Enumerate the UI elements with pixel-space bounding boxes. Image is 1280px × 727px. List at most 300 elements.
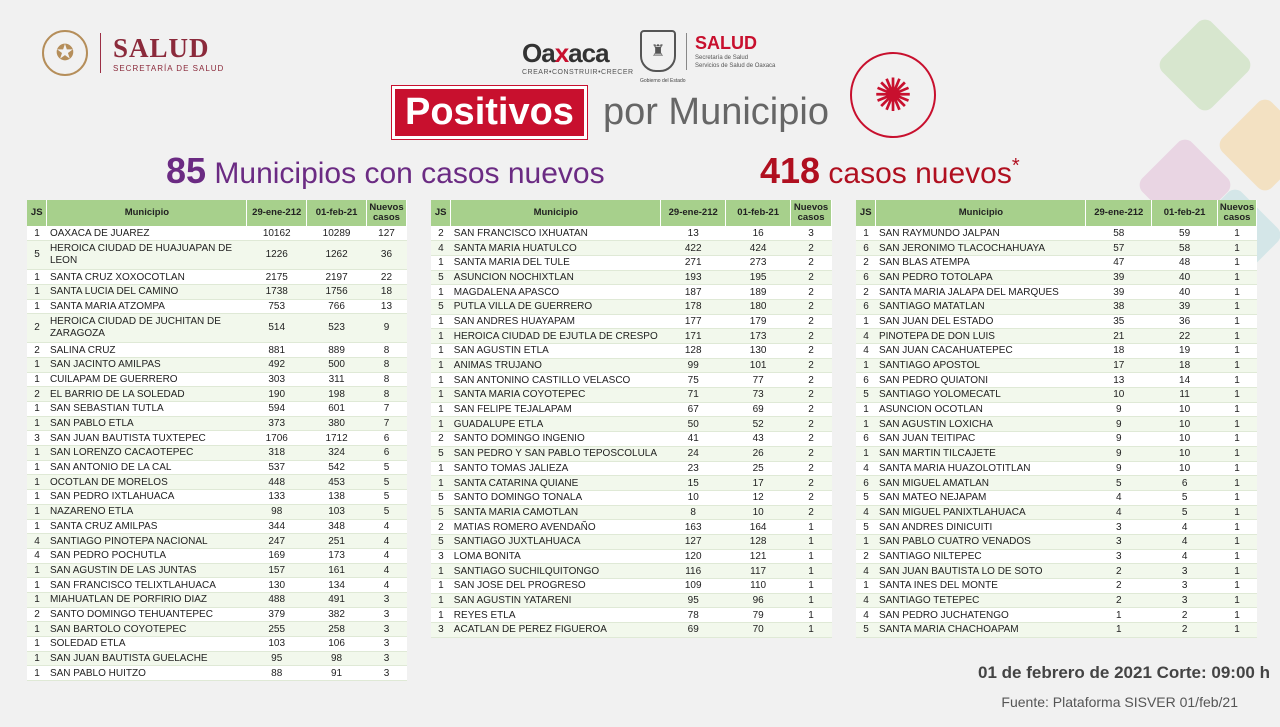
table-row xyxy=(27,431,407,446)
casos-29ene-cell: 4 xyxy=(1086,505,1152,520)
js-cell: 1 xyxy=(27,622,47,637)
table-row xyxy=(431,520,832,535)
casos-29ene-cell: 1226 xyxy=(247,241,307,270)
js-cell: 3 xyxy=(431,549,451,564)
nuevos-casos-cell: 6 xyxy=(366,431,406,446)
table-row xyxy=(856,579,1257,594)
table-row xyxy=(431,344,832,359)
municipio-cell: SANTO DOMINGO TONALA xyxy=(451,490,661,505)
table-row xyxy=(27,592,407,607)
nuevos-casos-cell: 1 xyxy=(1218,373,1257,388)
js-cell: 4 xyxy=(431,241,451,256)
municipio-cell: SAN JUAN BAUTISTA TUXTEPEC xyxy=(47,431,247,446)
casos-01feb-cell: 258 xyxy=(307,622,367,637)
table-row xyxy=(856,623,1257,638)
table-row xyxy=(27,241,407,270)
municipio-cell: PUTLA VILLA DE GUERRERO xyxy=(451,299,661,314)
municipio-cell: SAN JUAN CACAHUATEPEC xyxy=(876,344,1086,359)
casos-01feb-cell: 3 xyxy=(1152,564,1218,579)
js-cell: 1 xyxy=(27,460,47,475)
salud-logo xyxy=(42,30,224,76)
table-row xyxy=(27,504,407,519)
nuevos-casos-cell: 2 xyxy=(791,344,832,359)
title-highlight: Positivos xyxy=(392,86,587,139)
js-cell: 4 xyxy=(856,505,876,520)
casos-29ene-cell: 17 xyxy=(1086,358,1152,373)
casos-29ene-cell: 10 xyxy=(1086,388,1152,403)
js-cell: 1 xyxy=(27,475,47,490)
casos-01feb-cell: 26 xyxy=(726,446,791,461)
js-cell: 5 xyxy=(431,446,451,461)
salud-logo-title: SALUD xyxy=(113,33,210,63)
table-row xyxy=(856,417,1257,432)
table-row xyxy=(856,476,1257,491)
nuevos-casos-cell: 1 xyxy=(1218,608,1257,623)
gobierno-salud-logo: ♜ SALUD Secretaría de Salud Servicios de Salud de Oaxaca Gobierno del Estado xyxy=(640,30,775,72)
table-row xyxy=(856,388,1257,403)
js-cell: 4 xyxy=(856,593,876,608)
casos-01feb-cell: 173 xyxy=(726,329,791,344)
casos-29ene-cell: 99 xyxy=(661,358,726,373)
js-cell: 5 xyxy=(431,270,451,285)
casos-01feb-cell: 106 xyxy=(307,637,367,652)
casos-29ene-cell: 187 xyxy=(661,285,726,300)
casos-01feb-cell: 10 xyxy=(1152,446,1218,461)
casos-29ene-cell: 594 xyxy=(247,402,307,417)
casos-01feb-cell: 25 xyxy=(726,461,791,476)
nuevos-casos-cell: 36 xyxy=(366,241,406,270)
oaxaca-tagline: CREAR•CONSTRUIR•CRECER xyxy=(522,69,634,76)
nuevos-casos-cell: 3 xyxy=(791,226,832,241)
municipio-cell: SAN PEDRO IXTLAHUACA xyxy=(47,490,247,505)
casos-29ene-cell: 35 xyxy=(1086,314,1152,329)
nuevos-casos-cell: 2 xyxy=(791,329,832,344)
municipio-cell: SAN JUAN DEL ESTADO xyxy=(876,314,1086,329)
table-row xyxy=(431,270,832,285)
municipio-cell: SANTA INES DEL MONTE xyxy=(876,579,1086,594)
casos-01feb-cell: 16 xyxy=(726,226,791,241)
casos-29ene-cell: 157 xyxy=(247,563,307,578)
js-cell: 1 xyxy=(431,608,451,623)
casos-01feb-cell: 179 xyxy=(726,314,791,329)
js-cell: 1 xyxy=(27,578,47,593)
casos-01feb-cell: 273 xyxy=(726,255,791,270)
nuevos-casos-cell: 1 xyxy=(1218,505,1257,520)
municipio-cell: SANTA MARIA HUAZOLOTITLAN xyxy=(876,461,1086,476)
casos-01feb-cell: 2197 xyxy=(307,270,367,285)
casos-29ene-cell: 50 xyxy=(661,417,726,432)
casos-01feb-cell: 161 xyxy=(307,563,367,578)
casos-01feb-cell: 4 xyxy=(1152,520,1218,535)
table-row xyxy=(856,520,1257,535)
js-cell: 1 xyxy=(27,226,47,241)
casos-29ene-cell: 3 xyxy=(1086,520,1152,535)
table-row xyxy=(431,505,832,520)
casos-29ene-cell: 75 xyxy=(661,373,726,388)
casos-29ene-cell: 8 xyxy=(661,505,726,520)
casos-29ene-cell: 95 xyxy=(661,593,726,608)
municipio-cell: ANIMAS TRUJANO xyxy=(451,358,661,373)
casos-29ene-cell: 881 xyxy=(247,343,307,358)
municipio-cell: SAN PEDRO TOTOLAPA xyxy=(876,270,1086,285)
municipio-cell: SALINA CRUZ xyxy=(47,343,247,358)
nuevos-casos-cell: 1 xyxy=(1218,593,1257,608)
nuevos-casos-cell: 1 xyxy=(1218,358,1257,373)
table-row xyxy=(431,608,832,623)
casos-29ene-cell: 318 xyxy=(247,446,307,461)
casos-label: casos nuevos xyxy=(828,157,1012,190)
municipio-cell: SAN MATEO NEJAPAM xyxy=(876,490,1086,505)
municipio-cell: SAN FRANCISCO IXHUATAN xyxy=(451,226,661,241)
municipio-cell: SAN PABLO HUITZO xyxy=(47,666,247,681)
casos-29ene-cell: 163 xyxy=(661,520,726,535)
casos-01feb-cell: 601 xyxy=(307,402,367,417)
casos-01feb-cell: 134 xyxy=(307,578,367,593)
nuevos-casos-cell: 5 xyxy=(366,504,406,519)
casos-01feb-cell: 77 xyxy=(726,373,791,388)
table-row xyxy=(27,402,407,417)
municipio-cell: CUILAPAM DE GUERRERO xyxy=(47,372,247,387)
salud-logo-subtitle: SECRETARÍA DE SALUD xyxy=(113,64,225,73)
municipio-cell: SAN RAYMUNDO JALPAN xyxy=(876,226,1086,241)
casos-01feb-cell: 110 xyxy=(726,579,791,594)
table-row xyxy=(856,358,1257,373)
casos-29ene-cell: 15 xyxy=(661,476,726,491)
municipio-cell: SANTIAGO MATATLAN xyxy=(876,299,1086,314)
js-cell: 1 xyxy=(431,314,451,329)
casos-29ene-cell: 448 xyxy=(247,475,307,490)
nuevos-casos-cell: 8 xyxy=(366,372,406,387)
casos-29ene-cell: 130 xyxy=(247,578,307,593)
casos-29ene-cell: 58 xyxy=(1086,226,1152,241)
js-cell: 4 xyxy=(856,329,876,344)
js-cell: 4 xyxy=(856,461,876,476)
municipio-cell: SANTIAGO YOLOMECATL xyxy=(876,388,1086,403)
nuevos-casos-cell: 1 xyxy=(791,593,832,608)
js-cell: 1 xyxy=(27,666,47,681)
nuevos-casos-cell: 1 xyxy=(1218,623,1257,638)
casos-29ene-cell: 422 xyxy=(661,241,726,256)
table-row xyxy=(431,329,832,344)
nuevos-casos-cell: 2 xyxy=(791,505,832,520)
nuevos-casos-cell: 1 xyxy=(791,579,832,594)
table-row xyxy=(27,666,407,681)
municipio-cell: ASUNCION NOCHIXTLAN xyxy=(451,270,661,285)
table-row xyxy=(431,490,832,505)
casos-29ene-cell: 24 xyxy=(661,446,726,461)
nuevos-casos-cell: 1 xyxy=(1218,344,1257,359)
municipio-cell: SANTA LUCIA DEL CAMINO xyxy=(47,284,247,299)
table-row xyxy=(27,460,407,475)
casos-01feb-cell: 40 xyxy=(1152,285,1218,300)
page-title xyxy=(392,86,829,139)
casos-01feb-cell: 3 xyxy=(1152,593,1218,608)
table-row xyxy=(856,344,1257,359)
casos-01feb-cell: 96 xyxy=(726,593,791,608)
js-cell: 2 xyxy=(856,549,876,564)
municipio-cell: SAN ANTONINO CASTILLO VELASCO xyxy=(451,373,661,388)
casos-01feb-cell: 542 xyxy=(307,460,367,475)
casos-01feb-cell: 39 xyxy=(1152,299,1218,314)
casos-29ene-cell: 303 xyxy=(247,372,307,387)
casos-01feb-cell: 79 xyxy=(726,608,791,623)
municipio-cell: MAGDALENA APASCO xyxy=(451,285,661,300)
js-cell: 5 xyxy=(856,623,876,638)
table-row xyxy=(27,314,407,343)
nuevos-casos-cell: 4 xyxy=(366,548,406,563)
municipio-cell: GUADALUPE ETLA xyxy=(451,417,661,432)
js-cell: 1 xyxy=(856,417,876,432)
js-cell: 1 xyxy=(431,373,451,388)
js-cell: 2 xyxy=(856,255,876,270)
municipio-cell: MIAHUATLAN DE PORFIRIO DIAZ xyxy=(47,592,247,607)
footer-date: 01 de febrero de 2021 Corte: 09:00 h xyxy=(978,663,1270,682)
municipio-cell: HEROICA CIUDAD DE HUAJUAPAN DE LEON xyxy=(47,241,247,270)
casos-01feb-cell: 48 xyxy=(1152,255,1218,270)
table-row xyxy=(431,226,832,241)
casos-01feb-cell: 180 xyxy=(726,299,791,314)
table-row xyxy=(27,357,407,372)
js-cell: 1 xyxy=(27,592,47,607)
casos-29ene-cell: 2 xyxy=(1086,579,1152,594)
casos-29ene-cell: 120 xyxy=(661,549,726,564)
nuevos-casos-cell: 3 xyxy=(366,607,406,622)
nuevos-casos-cell: 2 xyxy=(791,432,832,447)
table-row xyxy=(27,519,407,534)
js-cell: 4 xyxy=(856,564,876,579)
nuevos-casos-cell: 3 xyxy=(366,622,406,637)
municipio-cell: PINOTEPA DE DON LUIS xyxy=(876,329,1086,344)
table-row xyxy=(856,241,1257,256)
js-cell: 2 xyxy=(27,387,47,402)
js-cell: 1 xyxy=(431,255,451,270)
municipio-cell: SANTA CATARINA QUIANE xyxy=(451,476,661,491)
nuevos-casos-cell: 2 xyxy=(791,461,832,476)
municipio-cell: NAZARENO ETLA xyxy=(47,504,247,519)
casos-29ene-cell: 3 xyxy=(1086,549,1152,564)
nuevos-casos-cell: 3 xyxy=(366,592,406,607)
js-cell: 5 xyxy=(27,241,47,270)
table-row xyxy=(856,285,1257,300)
nuevos-casos-cell: 3 xyxy=(366,637,406,652)
js-cell: 1 xyxy=(27,299,47,314)
nuevos-casos-cell: 1 xyxy=(1218,432,1257,447)
nuevos-casos-cell: 1 xyxy=(791,534,832,549)
nuevos-casos-cell: 18 xyxy=(366,284,406,299)
casos-29ene-cell: 41 xyxy=(661,432,726,447)
table-row xyxy=(27,578,407,593)
nuevos-casos-cell: 1 xyxy=(791,608,832,623)
table-row xyxy=(856,461,1257,476)
table-row xyxy=(27,490,407,505)
nuevos-casos-cell: 4 xyxy=(366,534,406,549)
nuevos-casos-cell: 3 xyxy=(366,651,406,666)
casos-29ene-cell: 193 xyxy=(661,270,726,285)
municipio-cell: SANTA MARIA JALAPA DEL MARQUES xyxy=(876,285,1086,300)
casos-29ene-cell: 109 xyxy=(661,579,726,594)
nuevos-casos-cell: 1 xyxy=(1218,579,1257,594)
js-cell: 1 xyxy=(856,314,876,329)
nuevos-casos-cell: 5 xyxy=(366,475,406,490)
casos-29ene-cell: 9 xyxy=(1086,417,1152,432)
js-cell: 2 xyxy=(431,432,451,447)
municipio-cell: SANTO DOMINGO INGENIO xyxy=(451,432,661,447)
nuevos-casos-cell: 2 xyxy=(791,285,832,300)
table-row xyxy=(431,241,832,256)
table-row xyxy=(27,446,407,461)
casos-29ene-cell: 271 xyxy=(661,255,726,270)
js-cell: 2 xyxy=(431,520,451,535)
casos-01feb-cell: 2 xyxy=(1152,608,1218,623)
casos-01feb-cell: 5 xyxy=(1152,490,1218,505)
municipio-cell: SANTA CRUZ XOXOCOTLAN xyxy=(47,270,247,285)
municipio-cell: MATIAS ROMERO AVENDAÑO xyxy=(451,520,661,535)
casos-29ene-cell: 1706 xyxy=(247,431,307,446)
casos-29ene-cell: 255 xyxy=(247,622,307,637)
casos-01feb-cell: 348 xyxy=(307,519,367,534)
casos-29ene-cell: 178 xyxy=(661,299,726,314)
js-cell: 1 xyxy=(27,651,47,666)
casos-01feb-cell: 130 xyxy=(726,344,791,359)
table-row xyxy=(27,270,407,285)
eagle-seal-icon: ✪ xyxy=(42,30,88,76)
casos-29ene-cell: 488 xyxy=(247,592,307,607)
nuevos-casos-cell: 1 xyxy=(1218,564,1257,579)
table-row xyxy=(27,387,407,402)
casos-01feb-cell: 889 xyxy=(307,343,367,358)
casos-01feb-cell: 128 xyxy=(726,534,791,549)
casos-29ene-cell: 9 xyxy=(1086,461,1152,476)
casos-29ene-cell: 38 xyxy=(1086,299,1152,314)
casos-29ene-cell: 13 xyxy=(1086,373,1152,388)
casos-29ene-cell: 78 xyxy=(661,608,726,623)
nuevos-casos-cell: 1 xyxy=(791,564,832,579)
casos-01feb-cell: 189 xyxy=(726,285,791,300)
shield-icon: ♜ xyxy=(640,30,676,72)
js-cell: 1 xyxy=(27,416,47,431)
table-row xyxy=(27,637,407,652)
casos-01feb-cell: 52 xyxy=(726,417,791,432)
municipio-cell: SANTIAGO JUXTLAHUACA xyxy=(451,534,661,549)
table-row xyxy=(856,226,1257,241)
casos-29ene-cell: 71 xyxy=(661,388,726,403)
casos-29ene-cell: 9 xyxy=(1086,432,1152,447)
nuevos-casos-cell: 2 xyxy=(791,314,832,329)
js-cell: 1 xyxy=(27,637,47,652)
casos-29ene-cell: 10162 xyxy=(247,226,307,241)
municipio-cell: HEROICA CIUDAD DE JUCHITAN DE ZARAGOZA xyxy=(47,314,247,343)
js-cell: 1 xyxy=(856,226,876,241)
js-cell: 1 xyxy=(27,284,47,299)
casos-29ene-cell: 9 xyxy=(1086,402,1152,417)
table-row xyxy=(856,446,1257,461)
title-rest: por Municipio xyxy=(602,91,829,133)
municipio-cell: REYES ETLA xyxy=(451,608,661,623)
municipio-cell: SAN PEDRO QUIATONI xyxy=(876,373,1086,388)
casos-01feb-cell: 424 xyxy=(726,241,791,256)
municipio-cell: SANTIAGO PINOTEPA NACIONAL xyxy=(47,534,247,549)
nuevos-casos-cell: 1 xyxy=(1218,446,1257,461)
js-cell: 2 xyxy=(431,226,451,241)
nuevos-casos-cell: 1 xyxy=(1218,329,1257,344)
nuevos-casos-cell: 1 xyxy=(1218,476,1257,491)
municipio-cell: SANTIAGO SUCHILQUITONGO xyxy=(451,564,661,579)
js-cell: 2 xyxy=(27,607,47,622)
casos-29ene-cell: 88 xyxy=(247,666,307,681)
nuevos-casos-cell: 5 xyxy=(366,490,406,505)
js-cell: 1 xyxy=(856,358,876,373)
municipio-cell: SAN AGUSTIN DE LAS JUNTAS xyxy=(47,563,247,578)
js-cell: 6 xyxy=(856,373,876,388)
js-cell: 1 xyxy=(856,402,876,417)
casos-29ene-cell: 47 xyxy=(1086,255,1152,270)
casos-29ene-cell: 39 xyxy=(1086,270,1152,285)
js-cell: 5 xyxy=(856,520,876,535)
casos-01feb-cell: 523 xyxy=(307,314,367,343)
js-cell: 1 xyxy=(27,446,47,461)
table-row xyxy=(431,534,832,549)
js-cell: 1 xyxy=(431,285,451,300)
nuevos-casos-cell: 13 xyxy=(366,299,406,314)
casos-01feb-cell: 59 xyxy=(1152,226,1218,241)
municipio-cell: SAN JUAN BAUTISTA GUELACHE xyxy=(47,651,247,666)
nuevos-casos-cell: 2 xyxy=(791,299,832,314)
municipio-cell: LOMA BONITA xyxy=(451,549,661,564)
table-row xyxy=(27,475,407,490)
municipio-cell: SAN MARTIN TILCAJETE xyxy=(876,446,1086,461)
casos-29ene-cell: 116 xyxy=(661,564,726,579)
js-cell: 1 xyxy=(431,417,451,432)
casos-01feb-cell: 198 xyxy=(307,387,367,402)
nuevos-casos-cell: 1 xyxy=(1218,402,1257,417)
casos-01feb-cell: 10 xyxy=(1152,402,1218,417)
table-row xyxy=(856,299,1257,314)
table-row xyxy=(431,314,832,329)
js-cell: 1 xyxy=(27,504,47,519)
municipio-cell: HEROICA CIUDAD DE EJUTLA DE CRESPO xyxy=(451,329,661,344)
casos-01feb-cell: 4 xyxy=(1152,534,1218,549)
js-cell: 6 xyxy=(856,299,876,314)
table-row xyxy=(27,607,407,622)
municipio-cell: SAN JUAN TEITIPAC xyxy=(876,432,1086,447)
casos-29ene-cell: 98 xyxy=(247,504,307,519)
js-cell: 1 xyxy=(27,490,47,505)
js-cell: 5 xyxy=(431,534,451,549)
casos-29ene-cell: 133 xyxy=(247,490,307,505)
casos-29ene-cell: 514 xyxy=(247,314,307,343)
gov-under-label: Gobierno del Estado xyxy=(640,78,686,84)
js-cell: 4 xyxy=(27,548,47,563)
nuevos-casos-cell: 4 xyxy=(366,578,406,593)
js-cell: 1 xyxy=(431,593,451,608)
municipio-cell: ACATLAN DE PEREZ FIGUEROA xyxy=(451,623,661,638)
nuevos-casos-cell: 6 xyxy=(366,446,406,461)
table-row xyxy=(431,285,832,300)
municipio-cell: SAN MIGUEL AMATLAN xyxy=(876,476,1086,491)
nuevos-casos-cell: 1 xyxy=(1218,534,1257,549)
table-row xyxy=(856,490,1257,505)
nuevos-casos-cell: 7 xyxy=(366,402,406,417)
nuevos-casos-cell: 8 xyxy=(366,357,406,372)
js-cell: 1 xyxy=(856,446,876,461)
nuevos-casos-cell: 3 xyxy=(366,666,406,681)
nuevos-casos-cell: 7 xyxy=(366,416,406,431)
table-row xyxy=(431,402,832,417)
casos-29ene-cell: 5 xyxy=(1086,476,1152,491)
table-row xyxy=(856,402,1257,417)
casos-01feb-cell: 1756 xyxy=(307,284,367,299)
js-cell: 5 xyxy=(431,505,451,520)
